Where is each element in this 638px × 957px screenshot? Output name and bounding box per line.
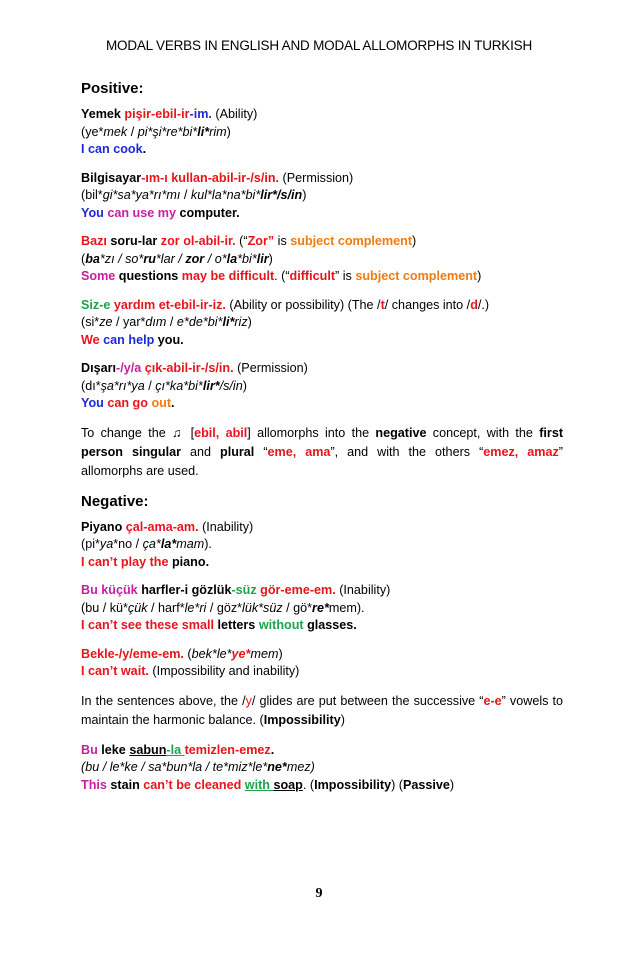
text-run: pi*şi*re*bi* <box>137 124 198 139</box>
text-run: (Permission) <box>279 170 354 185</box>
text-run: bek*le* <box>191 646 232 661</box>
text-run: lir* <box>202 378 220 393</box>
text-run: (bil* <box>81 188 103 202</box>
text-run: (Ability or possibility) (The / <box>225 297 381 312</box>
text-run: *la / te*miz*le* <box>187 760 268 774</box>
text-run: I can’t see these small <box>81 618 218 632</box>
running-header: MODAL VERBS IN ENGLISH AND MODAL ALLOMORPHS IN TURKISH <box>105 38 533 53</box>
text-run: first person singular <box>81 425 564 459</box>
text-run: pişir-ebil-ir <box>124 107 190 121</box>
text-run: *zı / so* <box>99 251 144 266</box>
text-run: Dışarı <box>81 361 117 375</box>
text-run: ba <box>85 251 100 266</box>
text-run: and <box>180 444 221 459</box>
text-run: with <box>244 777 274 792</box>
text-run: d <box>470 297 478 312</box>
text-run: ya <box>99 537 114 551</box>
text-run: ol-abil-ir. <box>183 234 236 248</box>
text-run: (si* <box>81 315 100 329</box>
text-run: Bu küçük <box>81 583 142 597</box>
text-run: yardım <box>113 297 159 312</box>
text-run: questions <box>118 269 182 283</box>
text-run: . ( <box>302 777 315 792</box>
text-run: can’t be cleaned <box>143 777 245 792</box>
text-run: Bazı <box>81 234 111 248</box>
text-run: -im. <box>189 107 212 121</box>
text-run: bun <box>166 760 188 774</box>
text-run: ) <box>449 777 455 792</box>
text-run: eme, ama <box>267 444 331 459</box>
example-line <box>81 360 563 378</box>
text-run: may be difficult <box>181 269 275 283</box>
text-run: (ye* <box>81 124 104 139</box>
text-run: ne* <box>267 760 287 774</box>
text-run: . <box>142 142 147 156</box>
text-run: Siz-e <box>81 297 114 312</box>
text-run: *no / <box>113 537 143 551</box>
text-run: ( <box>183 646 192 661</box>
text-run: e*de*bi* <box>176 315 223 329</box>
text-run: / <box>144 378 156 393</box>
text-run: ” vowels to maintain the harmonic balance. ( <box>81 693 563 727</box>
example-block <box>81 233 563 286</box>
text-run: I can cook <box>81 142 143 156</box>
text-run: ] allomorphs into the <box>247 425 376 440</box>
example-line <box>81 314 563 332</box>
text-run: (Permission) <box>233 361 308 375</box>
text-run: negative <box>375 425 427 440</box>
text-run: This <box>81 777 111 792</box>
text-run: can help <box>103 332 158 347</box>
page-body <box>81 80 563 805</box>
text-run: -ım-ı <box>141 170 172 185</box>
text-run: lük*süz <box>242 600 283 615</box>
text-run: stain <box>110 777 144 792</box>
example-line <box>81 378 563 396</box>
text-run: / <box>180 188 191 202</box>
text-run: subject complement <box>355 269 478 283</box>
text-run: ) <box>477 269 482 283</box>
text-run: (Inability) <box>198 519 254 534</box>
text-run: harfler-i gözlük <box>141 583 232 597</box>
text-run: letters <box>217 618 259 632</box>
text-run: lir*/s/in <box>260 188 303 202</box>
text-run: / yar* <box>112 315 146 329</box>
text-run: / <box>127 124 138 139</box>
example-block <box>81 582 563 635</box>
text-run: t <box>380 297 385 312</box>
text-run: ) <box>302 188 307 202</box>
text-run: ça* <box>142 537 161 551</box>
text-run: la <box>226 251 238 266</box>
text-run: ye* <box>231 646 251 661</box>
text-run: (Inability) <box>335 583 391 597</box>
text-run: riz <box>234 315 248 329</box>
text-run: çı*ka*bi* <box>155 378 203 393</box>
example-block <box>81 170 563 223</box>
example-line <box>81 646 563 664</box>
text-run: gör-eme-em. <box>260 583 336 597</box>
text-run: leke <box>101 742 130 757</box>
text-run: lir <box>256 251 269 266</box>
text-run: glasses. <box>307 618 357 632</box>
text-run: / gö* <box>282 600 313 615</box>
text-run: ) <box>278 646 283 661</box>
text-run: / <box>166 315 177 329</box>
text-run: I can’t play the <box>81 554 172 569</box>
text-run: Yemek <box>81 107 125 121</box>
example-line <box>81 233 563 251</box>
text-run: ) <box>226 124 231 139</box>
text-run: et-ebil-ir-iz. <box>158 297 226 312</box>
text-run: plural <box>220 444 255 459</box>
text-run: You <box>81 396 108 410</box>
text-run: . <box>270 742 275 757</box>
text-run: In the sentences above, the / <box>81 693 246 708</box>
text-run: y <box>245 693 252 708</box>
text-run: (bu / kü* <box>81 600 128 615</box>
text-run: *bi* <box>237 251 257 266</box>
text-run: mam <box>176 537 205 551</box>
example-line <box>81 268 563 286</box>
text-run: piano. <box>171 554 210 569</box>
text-run: without <box>258 618 308 632</box>
example-line <box>81 536 563 554</box>
text-run: la* <box>160 537 177 551</box>
text-run: li* <box>197 124 210 139</box>
text-run: emez, amaz <box>483 444 559 459</box>
page-number: 9 <box>315 886 323 901</box>
text-run: can go <box>107 396 152 410</box>
text-run: (dı* <box>81 378 101 393</box>
text-run: soap <box>273 777 303 792</box>
text-run: We <box>81 332 104 347</box>
text-run: (pi* <box>81 537 100 551</box>
explanation-paragraph <box>81 692 563 730</box>
text-run: ” allomorphs are used. <box>81 444 563 478</box>
text-run: (bu / le* <box>81 760 125 774</box>
text-run: . <box>171 396 175 410</box>
example-line <box>81 777 563 795</box>
text-run: çal-ama-am. <box>125 519 199 534</box>
text-run: To change the ♫ [ <box>81 425 195 440</box>
example-line <box>81 141 563 159</box>
text-run: Zor” <box>247 234 275 248</box>
example-line <box>81 617 563 635</box>
text-run: gi*sa*ya*rı*mı <box>102 188 181 202</box>
text-run: / sa* <box>137 760 167 774</box>
text-run: You <box>81 205 108 220</box>
text-run: /s/in <box>219 378 243 393</box>
text-run: kullan-abil-ir-/s/in. <box>171 170 280 185</box>
text-run: ) ( <box>391 777 403 792</box>
example-line <box>81 600 563 618</box>
text-run: / harf* <box>147 600 185 615</box>
text-run: mek <box>103 124 128 139</box>
text-run: ) <box>340 712 345 727</box>
example-block <box>81 106 563 159</box>
text-run: ru <box>143 251 156 266</box>
text-run: ). <box>204 537 212 551</box>
example-line <box>81 170 563 188</box>
text-run: şa*rı*ya <box>100 378 145 393</box>
text-run: Bekle-/y/eme-em. <box>81 646 184 661</box>
text-run: Bilgisayar <box>81 170 142 185</box>
text-run: ”, and with the others “ <box>330 444 484 459</box>
text-run: rim <box>209 124 227 139</box>
explanation-paragraph <box>81 424 563 481</box>
text-run: ” is <box>335 269 356 283</box>
text-run: . (“ <box>274 269 290 283</box>
text-run: mem <box>250 646 279 661</box>
text-run: mez) <box>286 760 315 774</box>
text-run: you. <box>157 332 184 347</box>
text-run: (Ability) <box>211 107 258 121</box>
text-run: -la <box>166 742 185 757</box>
text-run: / o* <box>204 251 227 266</box>
text-run: Passive <box>402 777 450 792</box>
text-run: çık-abil-ir-/s/in. <box>144 361 234 375</box>
text-run: ze <box>99 315 113 329</box>
text-run: Piyano <box>81 519 126 534</box>
text-run: ebil, abil <box>194 425 248 440</box>
example-line <box>81 205 563 223</box>
text-run: e-e <box>483 693 502 708</box>
example-block <box>81 297 563 350</box>
text-run: / göz* <box>206 600 243 615</box>
example-line <box>81 742 563 760</box>
text-run: computer. <box>179 205 240 220</box>
example-line <box>81 395 563 413</box>
example-block <box>81 742 563 795</box>
text-run: ) <box>268 251 273 266</box>
example-line <box>81 519 563 537</box>
text-run: kul*la*na*bi* <box>190 188 261 202</box>
text-run: re* <box>312 600 329 615</box>
example-line <box>81 251 563 269</box>
example-block <box>81 360 563 413</box>
text-run: mem). <box>328 600 365 615</box>
text-run: sabun <box>129 742 167 757</box>
text-run: out <box>151 396 172 410</box>
text-run: can use my <box>107 205 180 220</box>
text-run: soru-lar <box>110 234 161 248</box>
text-run: ) <box>247 315 252 329</box>
text-run: temizlen-emez <box>184 742 271 757</box>
text-run: zor <box>160 234 184 248</box>
text-run: ) <box>242 378 247 393</box>
text-run: Bu <box>81 742 102 757</box>
text-run: / changes into / <box>384 297 471 312</box>
text-run: Some <box>81 269 119 283</box>
text-run: ( <box>81 251 86 266</box>
text-run: le*ri <box>184 600 207 615</box>
example-line <box>81 187 563 205</box>
text-run: I can’t wait. <box>81 664 149 678</box>
text-run: is <box>274 234 291 248</box>
text-run: dım <box>145 315 167 329</box>
text-run: -/y/a <box>116 361 145 375</box>
example-line <box>81 554 563 572</box>
text-run: (Impossibility and inability) <box>148 664 300 678</box>
text-run: subject complement <box>290 234 413 248</box>
text-run: / glides are put between the successive “ <box>251 693 484 708</box>
text-run: zor <box>185 251 205 266</box>
example-line <box>81 759 563 777</box>
text-run: Impossibility <box>314 777 392 792</box>
text-run: (“ <box>235 234 248 248</box>
text-run: “ <box>254 444 268 459</box>
text-run: Impossibility <box>263 712 341 727</box>
text-run: -süz <box>231 583 261 597</box>
example-block <box>81 646 563 681</box>
example-block <box>81 519 563 572</box>
text-run: li* <box>222 315 235 329</box>
example-line <box>81 297 563 315</box>
text-run: difficult <box>289 269 336 283</box>
text-run: ) <box>412 234 417 248</box>
text-run: concept, with the <box>426 425 540 440</box>
text-run: /.) <box>477 297 490 312</box>
text-run: *lar / <box>155 251 186 266</box>
example-line <box>81 332 563 350</box>
example-line <box>81 124 563 142</box>
example-line <box>81 663 563 681</box>
section-heading: Positive: <box>81 80 144 97</box>
example-line <box>81 582 563 600</box>
text-run: ke <box>124 760 138 774</box>
example-line <box>81 106 563 124</box>
text-run: çük <box>127 600 148 615</box>
section-heading: Negative: <box>81 492 149 510</box>
